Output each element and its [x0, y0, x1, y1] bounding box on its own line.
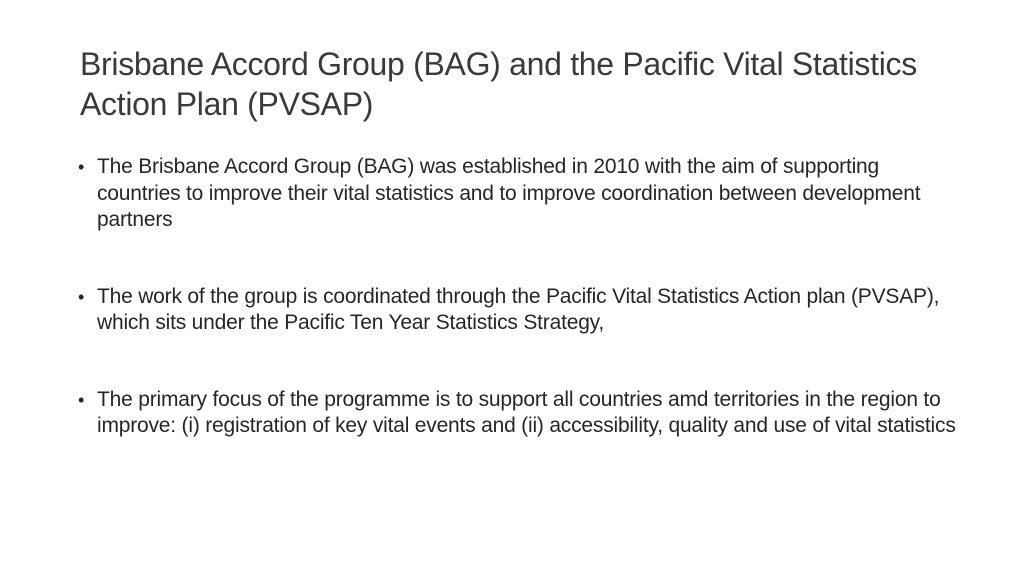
bullet-item [78, 154, 958, 234]
bullet-dot-icon: • [78, 389, 85, 410]
bullet-item [78, 284, 958, 337]
bullet-list [78, 154, 958, 440]
bullet-dot-icon: • [78, 157, 85, 177]
bullet-text: The work of the group is coordinated through the Pacific Vital Statistics Action plan (PVSAP), which sits under the Pacific Ten Year Statistics Strategy, [97, 284, 940, 334]
bullet-item [78, 387, 958, 440]
bullet-dot-icon: • [78, 286, 85, 307]
bullet-text: The primary focus of the programme is to support all countries amd territories in the region to improve: (i) registration of key vital events and (ii) accessibility, quality and use of vital statistics [97, 387, 956, 437]
bullet-text: The Brisbane Accord Group (BAG) was established in 2010 with the aim of supporting countries to improve their vital statistics and to improve coordination between development partners [97, 155, 921, 231]
slide-title: Brisbane Accord Group (BAG) and the Pacific Vital Statistics Action Plan (PVSAP) [80, 46, 917, 122]
